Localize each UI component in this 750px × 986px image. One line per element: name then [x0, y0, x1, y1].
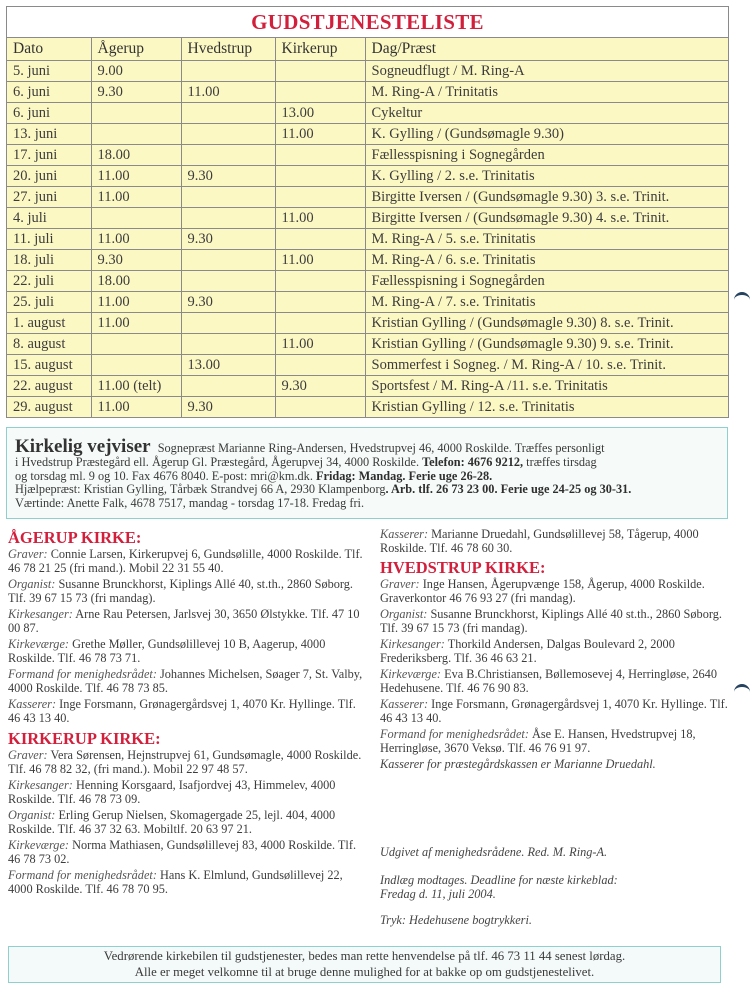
cell-agerup: 11.00: [91, 396, 181, 417]
cell-day-priest: Kristian Gylling / (Gundsømagle 9.30) 8. s.e. Trinit.: [365, 312, 728, 333]
schedule-body: [7, 60, 728, 417]
schedule-row: [7, 375, 728, 396]
cell-agerup: [91, 333, 181, 354]
hvedstrup-church-title: HVEDSTRUP KIRKE:: [380, 558, 546, 577]
cell-day-priest: M. Ring-A / 5. s.e. Trinitatis: [365, 228, 728, 249]
cell-kirkerup: [275, 312, 365, 333]
cell-agerup: [91, 354, 181, 375]
cell-agerup: [91, 123, 181, 144]
staff-entry: [380, 577, 735, 605]
hvedstrup-staff-list: [380, 577, 735, 755]
schedule-table: [7, 38, 728, 417]
schedule-header-row: [7, 38, 728, 60]
cell-kirkerup: 11.00: [275, 333, 365, 354]
role-label: Formand for menighedsrådet:: [8, 868, 157, 882]
cell-agerup: 11.00: [91, 165, 181, 186]
role-label: Kirkesanger:: [8, 607, 73, 621]
schedule-row: [7, 165, 728, 186]
cell-day-priest: Sommerfest i Sogneg. / M. Ring-A / 10. s.e. Trinit.: [365, 354, 728, 375]
cell-date: 22. august: [7, 375, 91, 396]
cell-kirkerup: [275, 396, 365, 417]
binder-hole-mark: [734, 292, 750, 309]
cell-hvedstrup: [181, 333, 275, 354]
cell-kirkerup: [275, 165, 365, 186]
directory-work-phone: . Arb. tlf. 26 73 23 00. Ferie uge 24-25 og 30-31.: [385, 482, 632, 497]
cell-day-priest: M. Ring-A / Trinitatis: [365, 81, 728, 102]
cell-hvedstrup: [181, 186, 275, 207]
schedule-row: [7, 207, 728, 228]
role-label: Kasserer:: [380, 697, 429, 711]
role-label: Formand for menighedsrådet:: [380, 727, 529, 741]
staff-entry: [380, 727, 735, 755]
cell-agerup: 11.00: [91, 291, 181, 312]
cell-hvedstrup: [181, 270, 275, 291]
staff-entry: [380, 667, 735, 695]
schedule-row: [7, 270, 728, 291]
cell-date: 8. august: [7, 333, 91, 354]
cell-hvedstrup: [181, 312, 275, 333]
schedule-row: [7, 144, 728, 165]
cell-date: 25. juli: [7, 291, 91, 312]
schedule-row: [7, 123, 728, 144]
role-label: Organist:: [8, 577, 56, 591]
directory-text: træffes tirsdag: [523, 455, 597, 469]
schedule-row: [7, 333, 728, 354]
right-column: [380, 527, 735, 771]
directory-text: Hjælpepræst: Kristian Gylling, Tårbæk Strandvej 66 A, 2930 Klampenborg: [15, 482, 386, 497]
role-label: Kasserer:: [8, 697, 57, 711]
entry-text: Henning Korsgaard, Isafjordvej 43, Himmelev, 4000 Roskilde. Tlf. 46 78 73 09.: [8, 778, 336, 806]
directory-title: Kirkelig vejviser: [15, 436, 151, 457]
cell-kirkerup: [275, 144, 365, 165]
church-directory-box: [6, 427, 728, 519]
cell-kirkerup: [275, 228, 365, 249]
cell-date: 22. juli: [7, 270, 91, 291]
cell-date: 1. august: [7, 312, 91, 333]
entry-text: Susanne Brunckhorst, Kiplings Allé 40, st.th., 2860 Søborg. Tlf. 39 67 15 73 (fri mandag).: [8, 577, 354, 605]
entry-text: Åse E. Hansen, Hvedstrupvej 18, Herringløse, 3670 Veksø. Tlf. 46 76 91 97.: [380, 727, 696, 755]
cell-date: 18. juli: [7, 249, 91, 270]
cell-kirkerup: 9.30: [275, 375, 365, 396]
colophon: [380, 845, 735, 927]
staff-entry: [8, 607, 363, 635]
colophon-published: Udgivet af menighedsrådene. Red. M. Ring-A.: [380, 845, 608, 859]
cell-kirkerup: 13.00: [275, 102, 365, 123]
cell-date: 11. juli: [7, 228, 91, 249]
schedule-row: [7, 60, 728, 81]
directory-line-3: [15, 470, 727, 484]
cell-kirkerup: 11.00: [275, 207, 365, 228]
service-schedule: [6, 6, 729, 418]
role-label: Organist:: [8, 808, 56, 822]
cell-date: 17. juni: [7, 144, 91, 165]
staff-entry: [8, 808, 363, 836]
directory-line-5: Værtinde: Anette Falk, 4678 7517, mandag - torsdag 17-18. Fredag fri.: [15, 495, 365, 510]
role-label: Kirkeværge:: [380, 667, 442, 681]
church-car-notice: [8, 946, 721, 983]
kirkerup-church-title: KIRKERUP KIRKE:: [8, 729, 161, 748]
entry-text: Marianne Druedahl, Gundsølillevej 58, Tågerup, 4000 Roskilde. Tlf. 46 78 60 30.: [380, 527, 699, 555]
directory-line-4: [15, 483, 727, 497]
cell-hvedstrup: [181, 60, 275, 81]
cell-day-priest: Kristian Gylling / 12. s.e. Trinitatis: [371, 398, 575, 415]
staff-entry: [8, 868, 363, 896]
cell-hvedstrup: 9.30: [181, 396, 275, 417]
cell-day-priest: Fællesspisning i Sognegården: [365, 270, 728, 291]
schedule-row: [7, 228, 728, 249]
staff-entry: [8, 697, 363, 725]
binder-hole-mark: [734, 684, 750, 701]
cell-day-priest: Cykeltur: [365, 102, 728, 123]
role-label: Graver:: [8, 748, 48, 762]
schedule-title: GUDSTJENESTELISTE: [7, 7, 728, 38]
column-header-agerup: Ågerup: [91, 38, 181, 60]
schedule-row: [7, 186, 728, 207]
hvedstrup-note: Kasserer for præstegårdskassen er Marianne Druedahl.: [380, 757, 656, 771]
cell-date: 20. juni: [7, 165, 91, 186]
cell-agerup: 9.00: [91, 60, 181, 81]
cell-day-priest: M. Ring-A / 7. s.e. Trinitatis: [365, 291, 728, 312]
cell-kirkerup: [275, 186, 365, 207]
schedule-row: [7, 249, 728, 270]
staff-entry: [380, 637, 735, 665]
staff-entry: [8, 667, 363, 695]
cell-day-priest: Fællesspisning i Sognegården: [365, 144, 728, 165]
column-header-hvedstrup: Hvedstrup: [181, 38, 275, 60]
agerup-church-title: ÅGERUP KIRKE:: [8, 528, 142, 547]
cell-kirkerup: 11.00: [275, 123, 365, 144]
cell-hvedstrup: 9.30: [181, 228, 275, 249]
schedule-row: [7, 291, 728, 312]
entry-text: Inge Forsmann, Grønagergårdsvej 1, 4070 Kr. Hyllinge. Tlf. 46 43 13 40.: [380, 697, 728, 725]
role-label: Formand for menighedsrådet:: [8, 667, 157, 681]
cell-agerup: [91, 207, 181, 228]
column-header-dato: Dato: [7, 38, 91, 60]
cell-agerup: [91, 102, 181, 123]
colophon-print: Tryk: Hedehusene bogtrykkeri.: [380, 913, 532, 927]
cell-date: 29. august: [7, 396, 91, 417]
staff-entry: [8, 547, 363, 575]
schedule-row: [7, 102, 728, 123]
entry-text: Erling Gerup Nielsen, Skomagergade 25, lejl. 404, 4000 Roskilde. Tlf. 46 37 32 63. Mobiltlf. 20 63 97 21.: [8, 808, 336, 836]
directory-phone: Telefon: 4676 9212,: [422, 455, 524, 469]
role-label: Kirkesanger:: [380, 637, 445, 651]
cell-kirkerup: [275, 291, 365, 312]
cell-date: 13. juni: [7, 123, 91, 144]
cell-date: 15. august: [7, 354, 91, 375]
entry-text: Hans K. Elmlund, Gundsølillevej 22, 4000 Roskilde. Tlf. 46 78 70 95.: [8, 868, 343, 896]
cell-day-priest: K. Gylling / 2. s.e. Trinitatis: [365, 165, 728, 186]
staff-entry: [8, 637, 363, 665]
cell-hvedstrup: 11.00: [181, 81, 275, 102]
role-label: Kasserer:: [380, 527, 429, 541]
cell-hvedstrup: 9.30: [181, 165, 275, 186]
cell-date: 5. juni: [7, 60, 91, 81]
cell-agerup: 18.00: [91, 144, 181, 165]
schedule-row: [7, 312, 728, 333]
cell-hvedstrup: [181, 207, 275, 228]
cell-hvedstrup: [181, 102, 275, 123]
staff-entry: [380, 697, 735, 725]
schedule-row: [7, 81, 728, 102]
entry-text: Inge Forsmann, Grønagergårdsvej 1, 4070 Kr. Hyllinge. Tlf. 46 43 13 40.: [8, 697, 356, 725]
entry-text: Susanne Brunckhorst, Kiplings Allé 40 st.th., 2860 Søborg. Tlf. 39 67 15 73 (fri mandag).: [380, 607, 722, 635]
cell-agerup: 11.00: [91, 228, 181, 249]
role-label: Kirkesanger:: [8, 778, 73, 792]
cell-day-priest: Birgitte Iversen / (Gundsømagle 9.30) 3. s.e. Trinit.: [365, 186, 728, 207]
cell-hvedstrup: 9.30: [181, 291, 275, 312]
entry-text: Grethe Møller, Gundsølillevej 10 B, Aagerup, 4000 Roskilde. Tlf. 46 78 73 71.: [8, 637, 326, 665]
directory-line-2: [15, 456, 727, 470]
cell-day-priest: Kristian Gylling / (Gundsømagle 9.30) 9. s.e. Trinit.: [365, 333, 728, 354]
entry-text: Connie Larsen, Kirkerupvej 6, Gundsølille, 4000 Roskilde. Tlf. 46 78 21 25 (fri mand.). Mobil 22 31 55 40.: [8, 547, 363, 575]
directory-text: og torsdag ml. 9 og 10. Fax 4676 8040. E-post: mri@km.dk.: [15, 468, 316, 483]
colophon-deadline-2: Fredag d. 11, juli 2004.: [380, 887, 496, 901]
role-label: Graver:: [380, 577, 420, 591]
directory-line-1: Sognepræst Marianne Ring-Andersen, Hvedstrupvej 46, 4000 Roskilde. Træffes personligt: [157, 441, 605, 455]
column-header-dag-praest: Dag/Præst: [365, 38, 728, 60]
notice-line-2: Alle er meget velkomne til at bruge denne mulighed for at bakke op om gudstjenestelivet.: [134, 965, 595, 979]
cell-agerup: 9.30: [91, 81, 181, 102]
cell-day-priest: Sportsfest / M. Ring-A /11. s.e. Trinitatis: [365, 375, 728, 396]
cell-hvedstrup: [181, 123, 275, 144]
cell-date: 27. juni: [7, 186, 91, 207]
entry-text: Arne Rau Petersen, Jarlsvej 30, 3650 Ølstykke. Tlf. 47 10 00 87.: [8, 607, 360, 635]
cell-agerup: 11.00: [91, 312, 181, 333]
role-label: Kirkeværge:: [8, 637, 70, 651]
cell-date: 4. juli: [7, 207, 91, 228]
cell-kirkerup: [275, 60, 365, 81]
cell-day-priest: Sogneudflugt / M. Ring-A: [365, 60, 728, 81]
cell-hvedstrup: [181, 144, 275, 165]
cell-day-priest: K. Gylling / (Gundsømagle 9.30): [365, 123, 728, 144]
cell-agerup: 11.00 (telt): [91, 375, 181, 396]
role-label: Organist:: [380, 607, 428, 621]
entry-text: Inge Hansen, Ågerupvænge 158, Ågerup, 4000 Roskilde. Graverkontor 46 76 93 27 (fri mandag).: [380, 577, 705, 605]
entry-text: Eva B.Christiansen, Bøllemosevej 4, Herringløse, 2640 Hedehusene. Tlf. 46 76 90 83.: [380, 667, 717, 695]
entry-text: Vera Sørensen, Hejnstrupvej 61, Gundsømagle, 4000 Roskilde. Tlf. 46 78 82 32, (fri mand.). Mobil 22 97 48 57.: [8, 748, 362, 776]
agerup-staff-list: [8, 547, 363, 725]
cell-agerup: 18.00: [91, 270, 181, 291]
schedule-row: [7, 396, 728, 417]
staff-entry: [380, 607, 735, 635]
role-label: Kirkeværge:: [8, 838, 70, 852]
cell-hvedstrup: [181, 375, 275, 396]
schedule-row: [7, 354, 728, 375]
staff-entry: [8, 577, 363, 605]
staff-entry: [8, 778, 363, 806]
cell-kirkerup: [275, 81, 365, 102]
directory-text: i Hvedstrup Præstegård ell. Ågerup Gl. Præstegård, Ågerupvej 34, 4000 Roskilde.: [15, 455, 423, 469]
role-label: Graver:: [8, 547, 48, 561]
kirkerup-kasserer-entry: [380, 527, 735, 555]
staff-entry: [8, 838, 363, 866]
cell-kirkerup: 11.00: [275, 249, 365, 270]
cell-agerup: 9.30: [91, 249, 181, 270]
notice-line-1: Vedrørende kirkebilen til gudstjenester, bedes man rette henvendelse på tlf. 46 73 11 44 senest lørdag.: [103, 949, 626, 963]
cell-kirkerup: [275, 354, 365, 375]
cell-date: 6. juni: [7, 81, 91, 102]
cell-day-priest: Birgitte Iversen / (Gundsømagle 9.30) 4. s.e. Trinit.: [365, 207, 728, 228]
cell-hvedstrup: 13.00: [181, 354, 275, 375]
left-column: [8, 527, 363, 898]
cell-hvedstrup: [181, 249, 275, 270]
directory-dayoff: Fridag: Mandag. Ferie uge 26-28.: [315, 468, 493, 483]
staff-entry: [8, 748, 363, 776]
cell-agerup: 11.00: [91, 186, 181, 207]
entry-text: Johannes Michelsen, Søager 7, St. Valby, 4000 Roskilde. Tlf. 46 78 73 85.: [8, 667, 363, 695]
cell-kirkerup: [275, 270, 365, 291]
column-header-kirkerup: Kirkerup: [275, 38, 365, 60]
cell-date: 6. juni: [7, 102, 91, 123]
colophon-deadline-1: Indlæg modtages. Deadline for næste kirkeblad:: [380, 873, 618, 887]
entry-text: Thorkild Andersen, Dalgas Boulevard 2, 2000 Frederiksberg. Tlf. 36 46 63 21.: [380, 637, 675, 665]
entry-text: Norma Mathiasen, Gundsølillevej 83, 4000 Roskilde. Tlf. 46 78 73 02.: [8, 838, 357, 866]
kirkerup-staff-list: [8, 748, 363, 896]
cell-day-priest: M. Ring-A / 6. s.e. Trinitatis: [365, 249, 728, 270]
